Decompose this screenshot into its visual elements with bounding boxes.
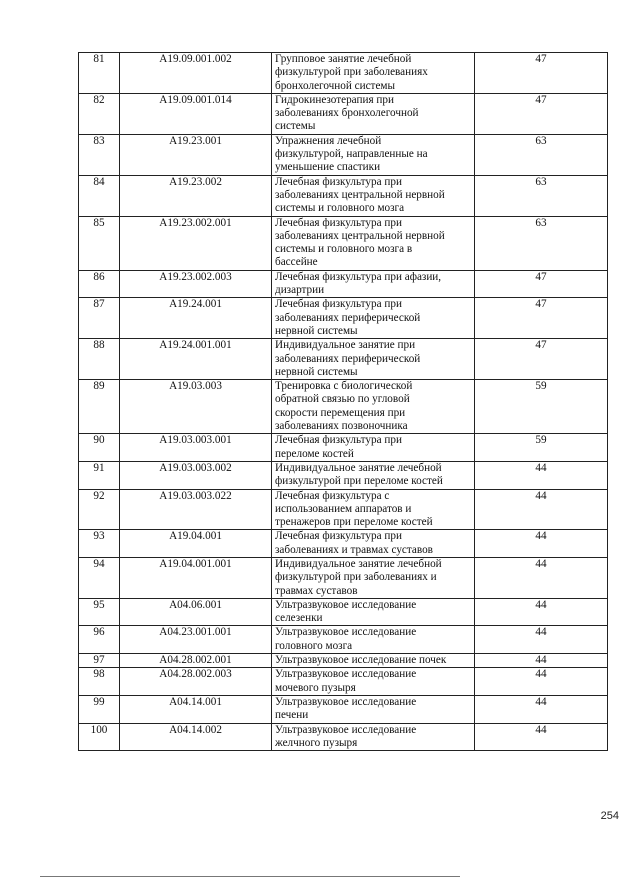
service-code: A19.23.002.001 <box>120 216 272 270</box>
page-number: 254 <box>600 810 619 822</box>
row-number: 95 <box>79 598 120 626</box>
table-row <box>79 216 608 270</box>
row-number: 82 <box>79 93 120 134</box>
service-code: A19.23.001 <box>120 134 272 175</box>
service-name: Ультразвуковое исследование печени <box>272 695 475 723</box>
row-number: 84 <box>79 175 120 216</box>
service-name: Лечебная физкультура при переломе костей <box>272 434 475 462</box>
service-code: A04.14.001 <box>120 695 272 723</box>
service-code: A19.09.001.002 <box>120 53 272 94</box>
service-code: A19.24.001 <box>120 298 272 339</box>
service-value: 63 <box>475 216 608 270</box>
service-name: Лечебная физкультура при заболеваниях и травмах суставов <box>272 530 475 558</box>
row-number: 93 <box>79 530 120 558</box>
row-number: 88 <box>79 339 120 380</box>
table-row <box>79 654 608 668</box>
service-code: A04.28.002.001 <box>120 654 272 668</box>
service-name: Лечебная физкультура при заболеваниях центральной нервной системы и головного мозга в бассейне <box>272 216 475 270</box>
table-row <box>79 339 608 380</box>
row-number: 91 <box>79 461 120 489</box>
service-value: 59 <box>475 380 608 434</box>
row-number: 83 <box>79 134 120 175</box>
service-name: Лечебная физкультура при заболеваниях периферической нервной системы <box>272 298 475 339</box>
table-row <box>79 175 608 216</box>
service-name: Индивидуальное занятие лечебной физкультурой при переломе костей <box>272 461 475 489</box>
table-row <box>79 723 608 751</box>
row-number: 100 <box>79 723 120 751</box>
service-code: A19.03.003.022 <box>120 489 272 530</box>
table-row <box>79 695 608 723</box>
table-row <box>79 598 608 626</box>
service-code: A19.03.003.001 <box>120 434 272 462</box>
row-number: 92 <box>79 489 120 530</box>
service-value: 47 <box>475 270 608 298</box>
table-row <box>79 626 608 654</box>
service-code: A04.28.002.003 <box>120 668 272 696</box>
row-number: 81 <box>79 53 120 94</box>
row-number: 96 <box>79 626 120 654</box>
table-body <box>79 53 608 751</box>
row-number: 94 <box>79 557 120 598</box>
table-row <box>79 298 608 339</box>
service-code: A04.14.002 <box>120 723 272 751</box>
service-code: A19.03.003.002 <box>120 461 272 489</box>
service-name: Лечебная физкультура при заболеваниях центральной нервной системы и головного мозга <box>272 175 475 216</box>
service-value: 44 <box>475 598 608 626</box>
service-code: A04.06.001 <box>120 598 272 626</box>
row-number: 89 <box>79 380 120 434</box>
service-name: Ультразвуковое исследование почек <box>272 654 475 668</box>
service-name: Индивидуальное занятие лечебной физкультурой при заболеваниях и травмах суставов <box>272 557 475 598</box>
row-number: 97 <box>79 654 120 668</box>
service-name: Ультразвуковое исследование селезенки <box>272 598 475 626</box>
table-row <box>79 434 608 462</box>
table-row <box>79 557 608 598</box>
row-number: 98 <box>79 668 120 696</box>
service-code: A19.04.001.001 <box>120 557 272 598</box>
footer-divider <box>40 876 460 877</box>
service-name: Индивидуальное занятие при заболеваниях периферической нервной системы <box>272 339 475 380</box>
service-value: 47 <box>475 53 608 94</box>
row-number: 99 <box>79 695 120 723</box>
service-value: 47 <box>475 339 608 380</box>
table-row <box>79 668 608 696</box>
service-value: 44 <box>475 723 608 751</box>
table-row <box>79 489 608 530</box>
service-code: A19.24.001.001 <box>120 339 272 380</box>
service-name: Тренировка с биологической обратной связью по угловой скорости перемещения при заболеваниях позвоночника <box>272 380 475 434</box>
service-value: 44 <box>475 489 608 530</box>
service-value: 63 <box>475 175 608 216</box>
service-value: 44 <box>475 626 608 654</box>
row-number: 85 <box>79 216 120 270</box>
service-value: 44 <box>475 557 608 598</box>
service-name: Лечебная физкультура при афазии, дизартрии <box>272 270 475 298</box>
service-value: 47 <box>475 298 608 339</box>
table-row <box>79 270 608 298</box>
row-number: 87 <box>79 298 120 339</box>
service-value: 44 <box>475 530 608 558</box>
service-value: 47 <box>475 93 608 134</box>
table-row <box>79 134 608 175</box>
service-name: Ультразвуковое исследование мочевого пузыря <box>272 668 475 696</box>
service-code: A19.23.002 <box>120 175 272 216</box>
table-row <box>79 461 608 489</box>
service-value: 63 <box>475 134 608 175</box>
service-value: 59 <box>475 434 608 462</box>
service-code: A19.09.001.014 <box>120 93 272 134</box>
service-value: 44 <box>475 668 608 696</box>
table-row <box>79 380 608 434</box>
service-name: Групповое занятие лечебной физкультурой при заболеваниях бронхолегочной системы <box>272 53 475 94</box>
table-row <box>79 530 608 558</box>
service-value: 44 <box>475 654 608 668</box>
service-code: A19.23.002.003 <box>120 270 272 298</box>
row-number: 90 <box>79 434 120 462</box>
service-name: Ультразвуковое исследование головного мозга <box>272 626 475 654</box>
service-name: Упражнения лечебной физкультурой, направленные на уменьшение спастики <box>272 134 475 175</box>
service-name: Ультразвуковое исследование желчного пузыря <box>272 723 475 751</box>
service-value: 44 <box>475 695 608 723</box>
service-name: Лечебная физкультура с использованием аппаратов и тренажеров при переломе костей <box>272 489 475 530</box>
service-code: A04.23.001.001 <box>120 626 272 654</box>
service-code: A19.03.003 <box>120 380 272 434</box>
price-table <box>78 52 608 751</box>
table-row <box>79 93 608 134</box>
service-code: A19.04.001 <box>120 530 272 558</box>
row-number: 86 <box>79 270 120 298</box>
service-name: Гидрокинезотерапия при заболеваниях бронхолегочной системы <box>272 93 475 134</box>
service-value: 44 <box>475 461 608 489</box>
table-row <box>79 53 608 94</box>
